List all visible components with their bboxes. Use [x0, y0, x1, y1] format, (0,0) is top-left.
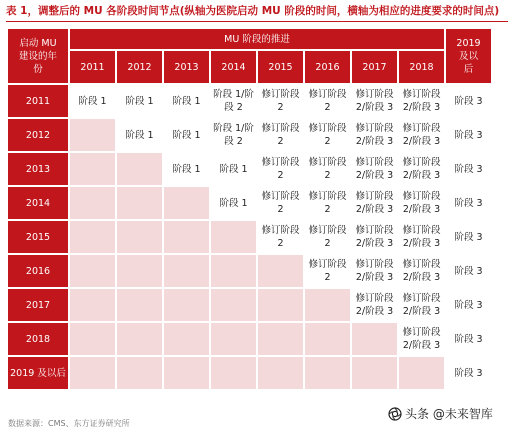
stage-cell: 阶段 3: [446, 153, 491, 185]
row-header-year: 2011: [8, 85, 68, 117]
stage-cell: 修订阶段 2: [258, 187, 303, 219]
corner-header: 启动 MU 建设的年份: [8, 29, 68, 83]
stage-cell: 阶段 3: [446, 323, 491, 355]
empty-cell: [70, 221, 115, 253]
stage-cell: 阶段 1: [117, 119, 162, 151]
empty-cell: [258, 357, 303, 389]
empty-cell: [258, 289, 303, 321]
row-header-year: 2014: [8, 187, 68, 219]
stage-cell: 修订阶段 2/阶段 3: [352, 187, 397, 219]
empty-cell: [305, 357, 350, 389]
stage-cell: 阶段 1: [70, 85, 115, 117]
col-header-2018: 2018: [399, 51, 444, 83]
col-header-2011: 2011: [70, 51, 115, 83]
empty-cell: [70, 255, 115, 287]
row-header-year: 2019 及以后: [8, 357, 68, 389]
stage-cell: 阶段 1: [117, 85, 162, 117]
stage-cell: 修订阶段 2: [305, 221, 350, 253]
stage-cell: 阶段 1: [164, 85, 209, 117]
empty-cell: [211, 357, 256, 389]
stage-cell: 阶段 1: [211, 187, 256, 219]
empty-cell: [117, 255, 162, 287]
empty-cell: [70, 357, 115, 389]
empty-cell: [164, 187, 209, 219]
table-row: [8, 357, 491, 389]
empty-cell: [70, 323, 115, 355]
empty-cell: [211, 255, 256, 287]
empty-cell: [164, 289, 209, 321]
row-header-year: 2013: [8, 153, 68, 185]
stage-cell: 修订阶段 2/阶段 3: [399, 255, 444, 287]
col-header-2019: 2019 及以后: [446, 29, 491, 83]
empty-cell: [70, 153, 115, 185]
empty-cell: [164, 255, 209, 287]
empty-cell: [258, 323, 303, 355]
empty-cell: [164, 357, 209, 389]
col-header-2012: 2012: [117, 51, 162, 83]
mu-stage-table: [6, 27, 493, 391]
table-row: [8, 119, 491, 151]
col-header-2016: 2016: [305, 51, 350, 83]
stage-cell: 修订阶段 2/阶段 3: [352, 153, 397, 185]
stage-cell: 阶段 1: [164, 153, 209, 185]
empty-cell: [305, 323, 350, 355]
empty-cell: [117, 153, 162, 185]
col-header-2014: 2014: [211, 51, 256, 83]
watermark: [388, 405, 493, 422]
table-row: [8, 187, 491, 219]
stage-cell: 阶段 1: [164, 119, 209, 151]
stage-cell: 修订阶段 2/阶段 3: [352, 289, 397, 321]
table-row: [8, 323, 491, 355]
table-row: [8, 289, 491, 321]
row-header-year: 2017: [8, 289, 68, 321]
col-header-2013: 2013: [164, 51, 209, 83]
stage-cell: 修订阶段 2: [258, 85, 303, 117]
stage-cell: 阶段 3: [446, 357, 491, 389]
stage-cell: 阶段 3: [446, 255, 491, 287]
stage-cell: 修订阶段 2/阶段 3: [399, 119, 444, 151]
table-row: [8, 221, 491, 253]
data-source-note: 数据来源：CMS、东方证券研究所: [8, 419, 130, 428]
stage-cell: 修订阶段 2/阶段 3: [399, 289, 444, 321]
empty-cell: [117, 289, 162, 321]
empty-cell: [399, 357, 444, 389]
empty-cell: [117, 323, 162, 355]
stage-cell: 修订阶段 2/阶段 3: [352, 85, 397, 117]
stage-cell: 修订阶段 2/阶段 3: [399, 153, 444, 185]
table-row: [8, 153, 491, 185]
empty-cell: [70, 119, 115, 151]
camera-lens-icon: [388, 407, 402, 421]
row-header-year: 2018: [8, 323, 68, 355]
empty-cell: [352, 357, 397, 389]
row-header-year: 2015: [8, 221, 68, 253]
stage-cell: 阶段 3: [446, 289, 491, 321]
row-header-year: 2012: [8, 119, 68, 151]
stage-cell: 修订阶段 2/阶段 3: [399, 221, 444, 253]
stage-cell: 阶段 3: [446, 221, 491, 253]
stage-cell: 阶段 3: [446, 85, 491, 117]
stage-cell: 修订阶段 2: [258, 153, 303, 185]
span-header: MU 阶段的推进: [70, 29, 444, 49]
empty-cell: [70, 187, 115, 219]
stage-cell: 修订阶段 2: [305, 187, 350, 219]
col-header-2015: 2015: [258, 51, 303, 83]
stage-cell: 修订阶段 2/阶段 3: [352, 255, 397, 287]
stage-cell: 修订阶段 2/阶段 3: [399, 85, 444, 117]
stage-cell: 修订阶段 2: [258, 119, 303, 151]
empty-cell: [117, 221, 162, 253]
stage-cell: 修订阶段 2: [305, 85, 350, 117]
empty-cell: [70, 289, 115, 321]
table-row: [8, 85, 491, 117]
stage-cell: 修订阶段 2/阶段 3: [352, 221, 397, 253]
title-rule: [6, 21, 508, 22]
stage-cell: 阶段 1/阶段 2: [211, 85, 256, 117]
stage-cell: 阶段 3: [446, 187, 491, 219]
empty-cell: [117, 357, 162, 389]
stage-cell: 阶段 3: [446, 119, 491, 151]
empty-cell: [164, 221, 209, 253]
stage-cell: 修订阶段 2: [305, 255, 350, 287]
stage-cell: 修订阶段 2: [258, 221, 303, 253]
empty-cell: [258, 255, 303, 287]
row-header-year: 2016: [8, 255, 68, 287]
stage-cell: 阶段 1/阶段 2: [211, 119, 256, 151]
empty-cell: [117, 187, 162, 219]
empty-cell: [164, 323, 209, 355]
col-header-2017: 2017: [352, 51, 397, 83]
empty-cell: [211, 289, 256, 321]
stage-cell: 修订阶段 2/阶段 3: [352, 119, 397, 151]
empty-cell: [305, 289, 350, 321]
stage-cell: 修订阶段 2: [305, 119, 350, 151]
empty-cell: [352, 323, 397, 355]
table-title: 表 1，调整后的 MU 各阶段时间节点(纵轴为医院启动 MU 阶段的时间，横轴为相应的进度要求的时间点): [6, 5, 500, 17]
empty-cell: [211, 221, 256, 253]
table-body: [8, 85, 491, 389]
stage-cell: 修订阶段 2/阶段 3: [399, 187, 444, 219]
stage-cell: 阶段 1: [211, 153, 256, 185]
empty-cell: [211, 323, 256, 355]
stage-cell: 修订阶段 2/阶段 3: [399, 323, 444, 355]
table-row: [8, 255, 491, 287]
watermark-text: 头条 @未来智库: [405, 407, 493, 421]
stage-cell: 修订阶段 2: [305, 153, 350, 185]
